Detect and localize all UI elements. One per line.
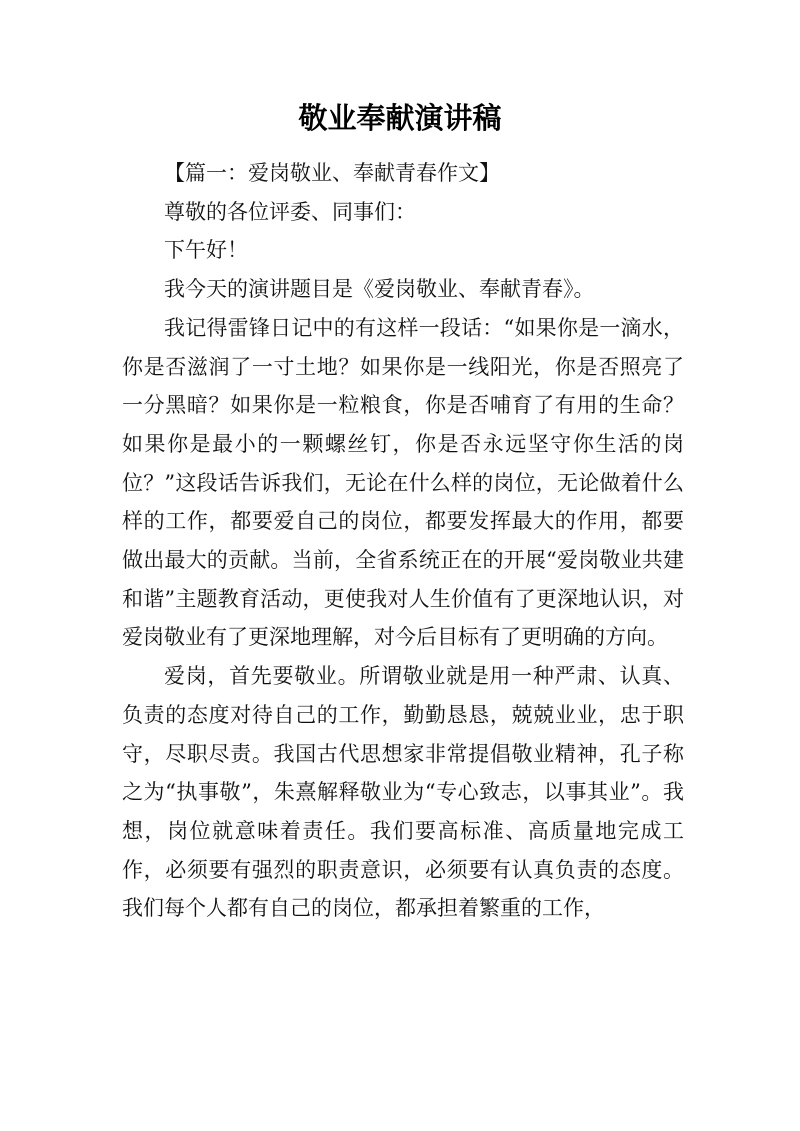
speech-topic: 我今天的演讲题目是《爱岗敬业、奉献青春》。 bbox=[164, 277, 595, 302]
document-body bbox=[122, 154, 684, 928]
salutation: 尊敬的各位评委、同事们： bbox=[164, 199, 416, 224]
section-heading: 【篇一：爱岗敬业、奉献青春作文】 bbox=[164, 161, 500, 185]
greeting: 下午好！ bbox=[164, 238, 248, 263]
paragraph: 我记得雷锋日记中的有这样一段话：“如果你是一滴水，你是否滋润了一寸土地？如果你是一线阳光，你是否照亮了一分黑暗？如果你是一粒粮食，你是否哺育了有用的生命？如果你是最小的一颗螺丝钉，你是否永远坚守你生活的岗位？”这段话告诉我们，无论在什么样的岗位，无论做着什么样的工作，都要爱自己的岗位，都要发挥最大的作用，都要做出最大的贡献。当前，全省系统正在的开展“爱岗敬业共建和谐”主题教育活动，更使我对人生价值有了更深地认识，对爱岗敬业有了更深地理解，对今后目标有了更明确的方向。 bbox=[122, 315, 684, 650]
paragraph: 爱岗，首先要敬业。所谓敬业就是用一种严肃、认真、负责的态度对待自己的工作，勤勤恳恳，兢兢业业，忠于职守，尽职尽责。我国古代思想家非常提倡敬业精神，孔子称之为“执事敬”，朱熹解释敬业为“专心致志，以事其业”。我想，岗位就意味着责任。我们要高标准、高质量地完成工作，必须要有强烈的职责意识，必须要有认真负责的态度。我们每个人都有自己的岗位，都承担着繁重的工作， bbox=[122, 664, 684, 921]
document-title: 敬业奉献演讲稿 bbox=[298, 101, 502, 135]
